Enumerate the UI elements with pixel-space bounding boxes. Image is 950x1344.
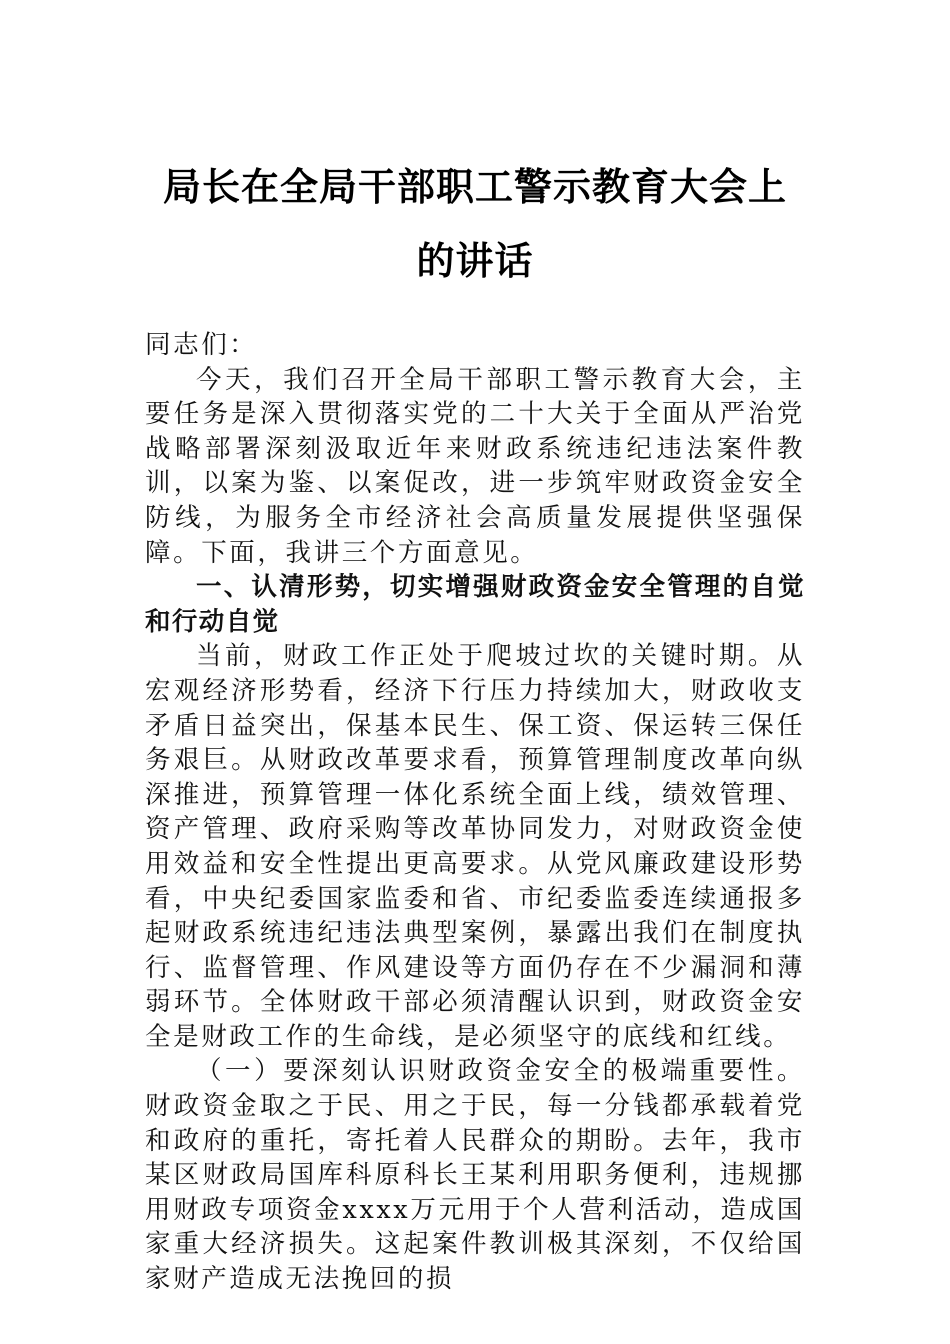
section-heading-1: 一、认清形势，切实增强财政资金安全管理的自觉和行动自觉 [145, 572, 805, 637]
document-body [145, 328, 805, 1297]
salutation: 同志们： [145, 330, 258, 360]
document-title: 局长在全局干部职工警示教育大会上的讲话 [162, 164, 787, 283]
paragraph-situation: 当前，财政工作正处于爬坡过坎的关键时期。从宏观经济形势看，经济下行压力持续加大，财政收支矛盾日益突出，保基本民生、保工资、保运转三保任务艰巨。从财政改革要求看，预算管理制度改革向纵深推进，预算管理一体化系统全面上线，绩效管理、资产管理、政府采购等改革协同发力，对财政资金使用效益和安全性提出更高要求。从党风廉政建设形势看，中央纪委国家监委和省、市纪委监委连续通报多起财政系统违纪违法典型案例，暴露出我们在制度执行、监督管理、作风建设等方面仍存在不少漏洞和薄弱环节。全体财政干部必须清醒认识到，财政资金安全是财政工作的生命线，是必须坚守的底线和红线。 [145, 641, 805, 1052]
paragraph-intro: 今天，我们召开全局干部职工警示教育大会，主要任务是深入贯彻落实党的二十大关于全面从严治党战略部署深刻汲取近年来财政系统违纪违法案件教训，以案为鉴、以案促改，进一步筑牢财政资金安全防线，为服务全市经济社会高质量发展提供坚强保障。下面，我讲三个方面意见。 [145, 364, 805, 568]
paragraph-subsection-1: （一）要深刻认识财政资金安全的极端重要性。财政资金取之于民、用之于民，每一分钱都承载着党和政府的重托，寄托着人民群众的期盼。去年，我市某区财政局国库科原科长王某利用职务便利，违规挪用财政专项资金xxxx万元用于个人营利活动，造成国家重大经济损失。这起案件教训极其深刻，不仅给国家财产造成无法挽回的损 [145, 1056, 805, 1295]
